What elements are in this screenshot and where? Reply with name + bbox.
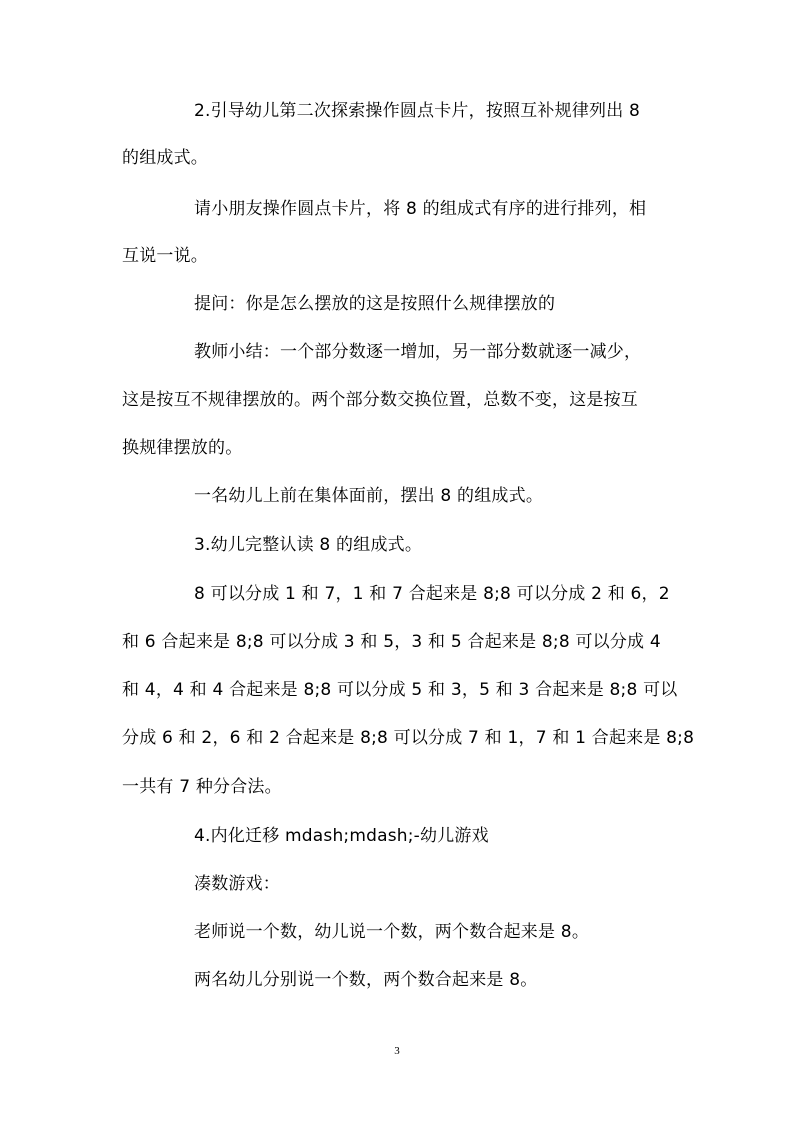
paragraph-line: 和 6 合起来是 8;8 可以分成 3 和 5，3 和 5 合起来是 8;8 可以分成 4 — [122, 632, 661, 652]
paragraph-line: 4.内化迁移 mdash;mdash;-幼儿游戏 — [194, 826, 489, 846]
paragraph-line: 凑数游戏： — [194, 874, 280, 894]
paragraph-line: 两名幼儿分别说一个数，两个数合起来是 8。 — [194, 970, 538, 990]
paragraph-line: 8 可以分成 1 和 7，1 和 7 合起来是 8;8 可以分成 2 和 6，2 — [194, 584, 670, 604]
paragraph-line: 3.幼儿完整认读 8 的组成式。 — [194, 535, 423, 555]
paragraph-line: 教师小结：一个部分数逐一增加，另一部分数就逐一减少， — [194, 342, 642, 362]
paragraph-line: 2.引导幼儿第二次探索操作圆点卡片，按照互补规律列出 8 — [194, 101, 641, 121]
paragraph-line: 换规律摆放的。 — [122, 438, 243, 458]
paragraph-line: 和 4，4 和 4 合起来是 8;8 可以分成 5 和 3，5 和 3 合起来是 8;8 可以 — [122, 680, 678, 700]
paragraph-line: 提问：你是怎么摆放的这是按照什么规律摆放的 — [194, 294, 556, 314]
paragraph-line: 老师说一个数，幼儿说一个数，两个数合起来是 8。 — [194, 922, 590, 942]
paragraph-line: 请小朋友操作圆点卡片，将 8 的组成式有序的进行排列，相 — [194, 199, 647, 219]
paragraph-line: 分成 6 和 2，6 和 2 合起来是 8;8 可以分成 7 和 1，7 和 1 合起来是 8;8 — [122, 728, 695, 748]
paragraph-line: 一名幼儿上前在集体面前，摆出 8 的组成式。 — [194, 486, 544, 506]
paragraph-line: 互说一说。 — [122, 246, 208, 266]
paragraph-line: 一共有 7 种分合法。 — [122, 777, 282, 797]
page-number: 3 — [394, 1045, 400, 1057]
paragraph-line: 这是按互不规律摆放的。两个部分数交换位置，总数不变，这是按互 — [122, 390, 638, 410]
paragraph-line: 的组成式。 — [122, 148, 208, 168]
